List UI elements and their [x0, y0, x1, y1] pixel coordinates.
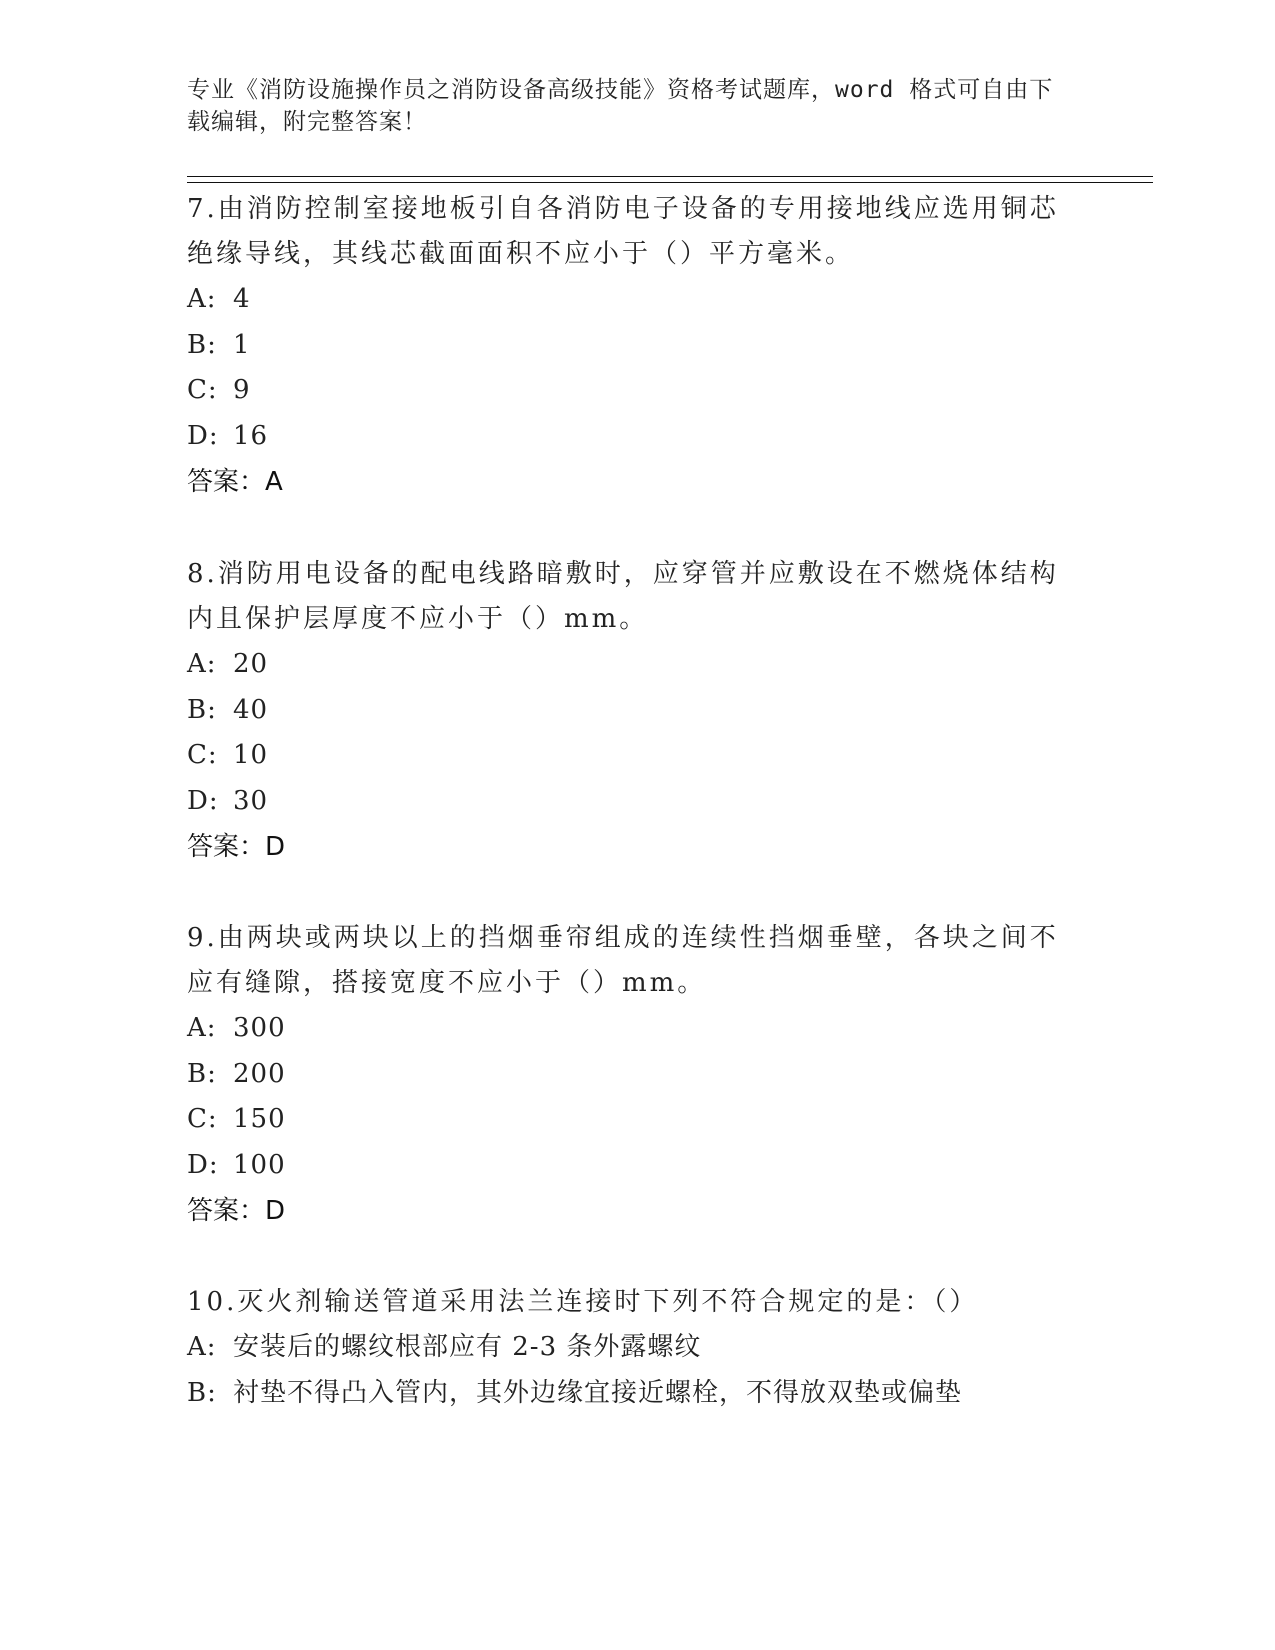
header-divider-bottom [187, 182, 1153, 183]
question-text-line-2: 绝缘导线，其线芯截面面积不应小于（）平方毫米。 [187, 239, 855, 269]
option-text: 安装后的螺纹根部应有 2-3 条外露螺纹 [233, 1332, 702, 1362]
option-text: 300 [233, 1013, 286, 1043]
header-divider-top [187, 176, 1153, 177]
option-text: 40 [233, 694, 269, 725]
option-label: B: [187, 329, 217, 360]
option-text: 30 [233, 785, 269, 816]
option-text: 150 [233, 1104, 286, 1134]
header-line-1: 专业《消防设施操作员之消防设备高级技能》资格考试题库，word 格式可自由下 [187, 77, 1054, 103]
question-text-line-1: 10.灭火剂输送管道采用法兰连接时下列不符合规定的是：（） [187, 1287, 979, 1317]
option-label: D: [187, 785, 219, 816]
question-9 [187, 916, 1087, 1234]
option-c [187, 733, 1087, 779]
option-label: B: [187, 694, 217, 725]
option-text: 1 [233, 329, 251, 360]
option-label: C: [187, 740, 218, 770]
question-text-line-1: 9.由两块或两块以上的挡烟垂帘组成的连续性挡烟垂壁，各块之间不 [187, 923, 1059, 953]
question-8 [187, 552, 1087, 870]
option-label: D: [187, 1149, 219, 1180]
option-a [187, 642, 1087, 688]
option-b [187, 688, 1087, 734]
option-text: 200 [233, 1058, 286, 1089]
option-label: B: [187, 1058, 217, 1089]
document-header [187, 74, 1067, 138]
question-7 [187, 187, 1087, 505]
option-b [187, 1052, 1087, 1098]
option-a [187, 277, 1087, 323]
option-text: 100 [233, 1149, 286, 1180]
option-label: A: [187, 1332, 217, 1362]
question-text-line-1: 8.消防用电设备的配电线路暗敷时，应穿管并应敷设在不燃烧体结构 [187, 559, 1059, 589]
option-a [187, 1325, 1087, 1371]
option-text: 16 [233, 420, 269, 451]
option-c [187, 1097, 1087, 1143]
answer: 答案：D [187, 832, 286, 862]
option-a [187, 1006, 1087, 1052]
option-label: C: [187, 1104, 218, 1134]
option-text: 10 [233, 740, 269, 770]
question-10 [187, 1280, 1087, 1416]
option-b [187, 323, 1087, 369]
option-text: 衬垫不得凸入管内，其外边缘宜接近螺栓，不得放双垫或偏垫 [233, 1377, 963, 1408]
question-text-line-2: 内且保护层厚度不应小于（）mm。 [187, 604, 649, 634]
option-d [187, 414, 1087, 460]
option-b [187, 1371, 1087, 1417]
option-text: 4 [233, 284, 251, 314]
answer: 答案：D [187, 1196, 286, 1226]
header-line-2: 载编辑，附完整答案！ [187, 109, 427, 135]
question-text-line-1: 7.由消防控制室接地板引自各消防电子设备的专用接地线应选用铜芯 [187, 194, 1059, 224]
option-c [187, 368, 1087, 414]
option-label: A: [187, 1013, 217, 1043]
option-label: C: [187, 375, 218, 405]
option-label: D: [187, 420, 219, 451]
option-text: 20 [233, 649, 269, 679]
option-d [187, 1143, 1087, 1189]
option-text: 9 [233, 375, 251, 405]
option-d [187, 779, 1087, 825]
option-label: A: [187, 284, 217, 314]
question-text-line-2: 应有缝隙，搭接宽度不应小于（）mm。 [187, 968, 707, 998]
option-label: A: [187, 649, 217, 679]
answer: 答案：A [187, 467, 283, 497]
option-label: B: [187, 1377, 217, 1408]
